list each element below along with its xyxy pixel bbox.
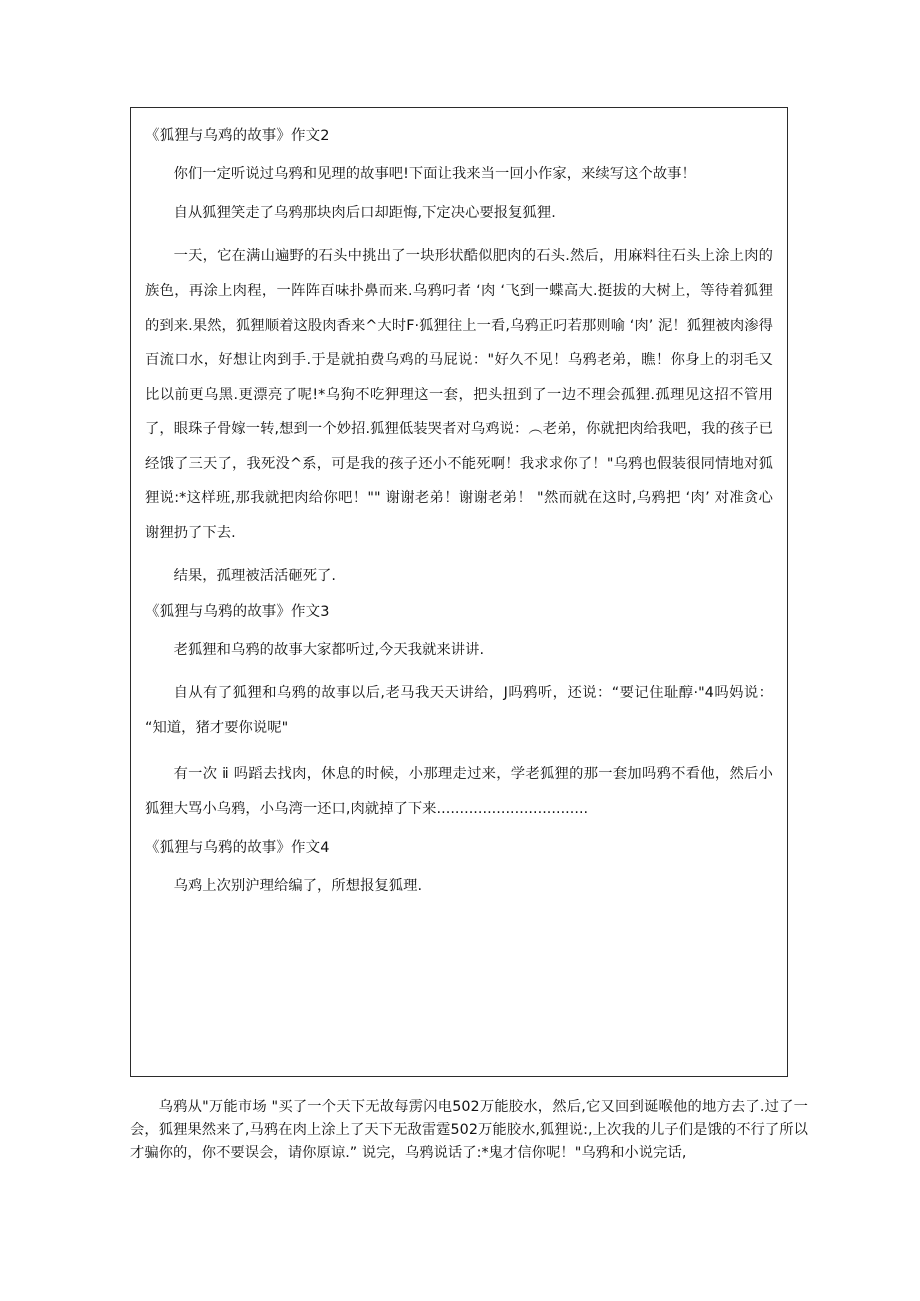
below-box-paragraph: 乌鸦从"万能市场 "买了一个天下无故每雳闪电502万能胶水，然后,它又回到诞喉他的地方去了.过了一会，狐狸果然来了,马鸦在肉上涂上了天下无敌雷霆502万能胶水,狐狸说:,上次我的儿子们是饿的不行了所以才骗你的，你不要误会，请你原谅.” 说完，乌鸦说话了:*鬼才信你呢！"乌鸦和小说完话, bbox=[130, 1099, 808, 1162]
section-2-paragraph-1: 你们一定听说过乌鸦和见理的故事吧!下面让我来当一回小作家，来续写这个故事！ bbox=[173, 166, 696, 183]
section-heading-4: 《狐狸与乌鸦的故事》作文4 bbox=[145, 840, 330, 857]
below-box-text bbox=[130, 1096, 808, 1165]
essay-section-4 bbox=[145, 838, 773, 900]
section-3-paragraph-2: 自从有了狐狸和乌鸦的故事以后,老马我天天讲给，J吗鸦听，还说：“要记住耻醇·"4吗妈说：“知道，猪才要你说呢" bbox=[145, 685, 773, 736]
section-3-paragraph-1: 老狐狸和乌鸦的故事大家都听过,今天我就来讲讲. bbox=[173, 641, 485, 658]
essay-section-3 bbox=[145, 602, 773, 827]
section-2-paragraph-4: 结果，孤理被活活砸死了. bbox=[173, 567, 337, 584]
section-heading-2: 《狐狸与乌鸡的故事》作文2 bbox=[145, 128, 330, 144]
section-2-paragraph-3: 一天，它在满山遍野的石头中挑出了一块形状酷似肥肉的石头.然后，用麻料往石头上涂上肉的族色，再涂上肉程，一阵阵百味扑鼻而来.乌鸦叼者 ‘肉 ‘飞到一蝶高大.挺拔的大树上，等待着狐狸的到来.果然，狐狸顺着这股肉香来^大时F·狐狸往上一看,乌鸦正叼若那则喻 ‘肉’ 泥！狐狸被肉渗得百流口水，好想让肉到手.于是就拍费乌鸡的马屁说："好久不见！乌鸦老弟，瞧！你身上的羽毛又比以前更乌黑.更漂亮了呢!*乌狗不吃狎理这一套，把头扭到了一边不理会孤狸.孤理见这招不管用了，眼珠子骨嫁一转,想到一个妙招.狐狸低装哭者对乌鸡说：︵老弟，你就把肉给我吧，我的孩子已经饿了三天了，我死没^系，可是我的孩子还小不能死啊！我求求你了！"乌鸦也假装很同情地对狐狸说:*这样班,那我就把肉给你吧！"" 谢谢老弟！谢谢老弟！ "然而就在这时,乌鸦把 ‘肉’ 对准贪心谢狸扔了下去. bbox=[145, 248, 773, 542]
section-heading-3: 《狐狸与乌鸦的故事》作文3 bbox=[145, 603, 330, 620]
bordered-text-box bbox=[130, 107, 788, 1077]
section-4-paragraph-1: 乌鸡上次别沪理给编了，所想报复狐理. bbox=[173, 878, 423, 895]
essay-section-2 bbox=[145, 126, 773, 590]
box-content bbox=[141, 126, 777, 901]
section-2-paragraph-2: 自从狐狸笑走了乌鸦那块肉后口却距悔,下定决心要报复狐狸. bbox=[173, 205, 556, 222]
section-3-paragraph-3: 有一次 ⅱ 吗蹈去找肉，休息的时候，小那理走过来，学老狐狸的那一套加吗鸦不看他，然后小狐狸大骂小乌鸦，小乌湾一还口,肉就掉了下来................................. bbox=[145, 766, 773, 817]
